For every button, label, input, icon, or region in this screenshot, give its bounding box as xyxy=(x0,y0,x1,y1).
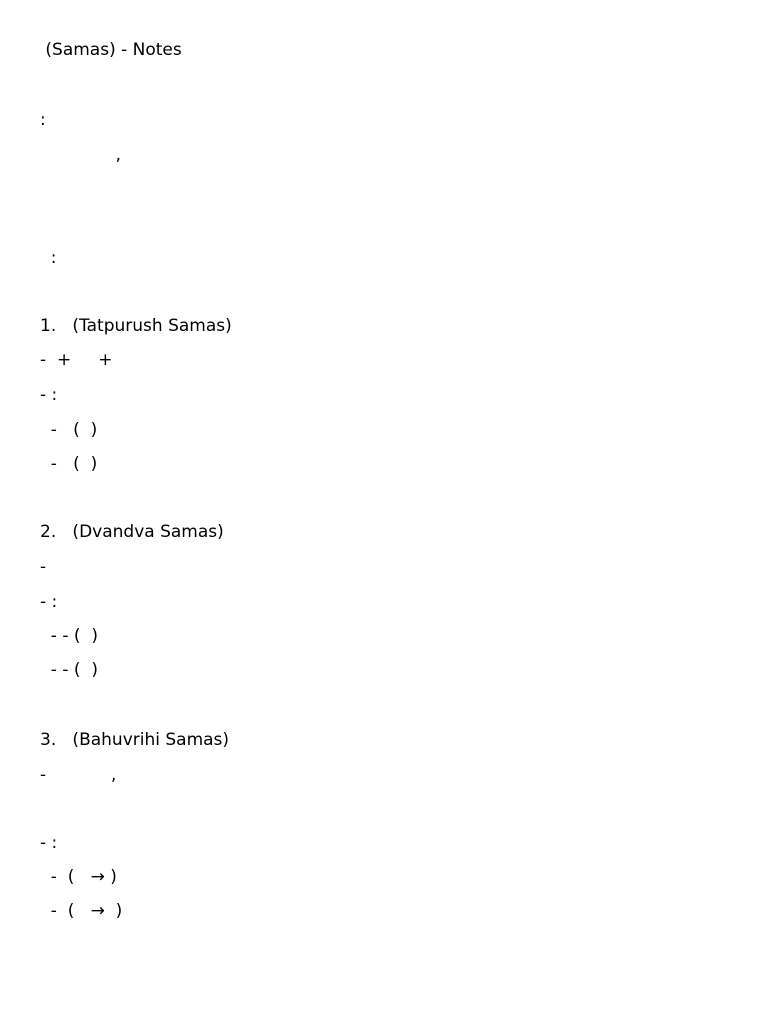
example-item: - - ( ) xyxy=(40,660,98,680)
example-item: - ( → ) xyxy=(40,867,117,887)
intro-definition: , xyxy=(40,145,122,165)
examples-label: - : xyxy=(40,833,58,853)
example-item: - - ( ) xyxy=(40,626,98,646)
section-heading-tatpurush: 1. (Tatpurush Samas) xyxy=(40,316,232,336)
examples-label: - : xyxy=(40,385,58,405)
section-heading-bahuvrihi: 3. (Bahuvrihi Samas) xyxy=(40,730,230,750)
section-heading-dvandva: 2. (Dvandva Samas) xyxy=(40,522,224,542)
intro-heading: : xyxy=(40,110,46,130)
example-item: - ( ) xyxy=(40,454,98,474)
section-rule: - + + xyxy=(40,350,113,370)
examples-label: - : xyxy=(40,592,58,612)
section-rule: - , xyxy=(40,765,117,785)
section-rule: - xyxy=(40,557,47,577)
types-heading: : xyxy=(40,248,57,268)
document-title: (Samas) - Notes xyxy=(40,40,182,60)
example-item: - ( → ) xyxy=(40,901,123,921)
example-item: - ( ) xyxy=(40,420,98,440)
